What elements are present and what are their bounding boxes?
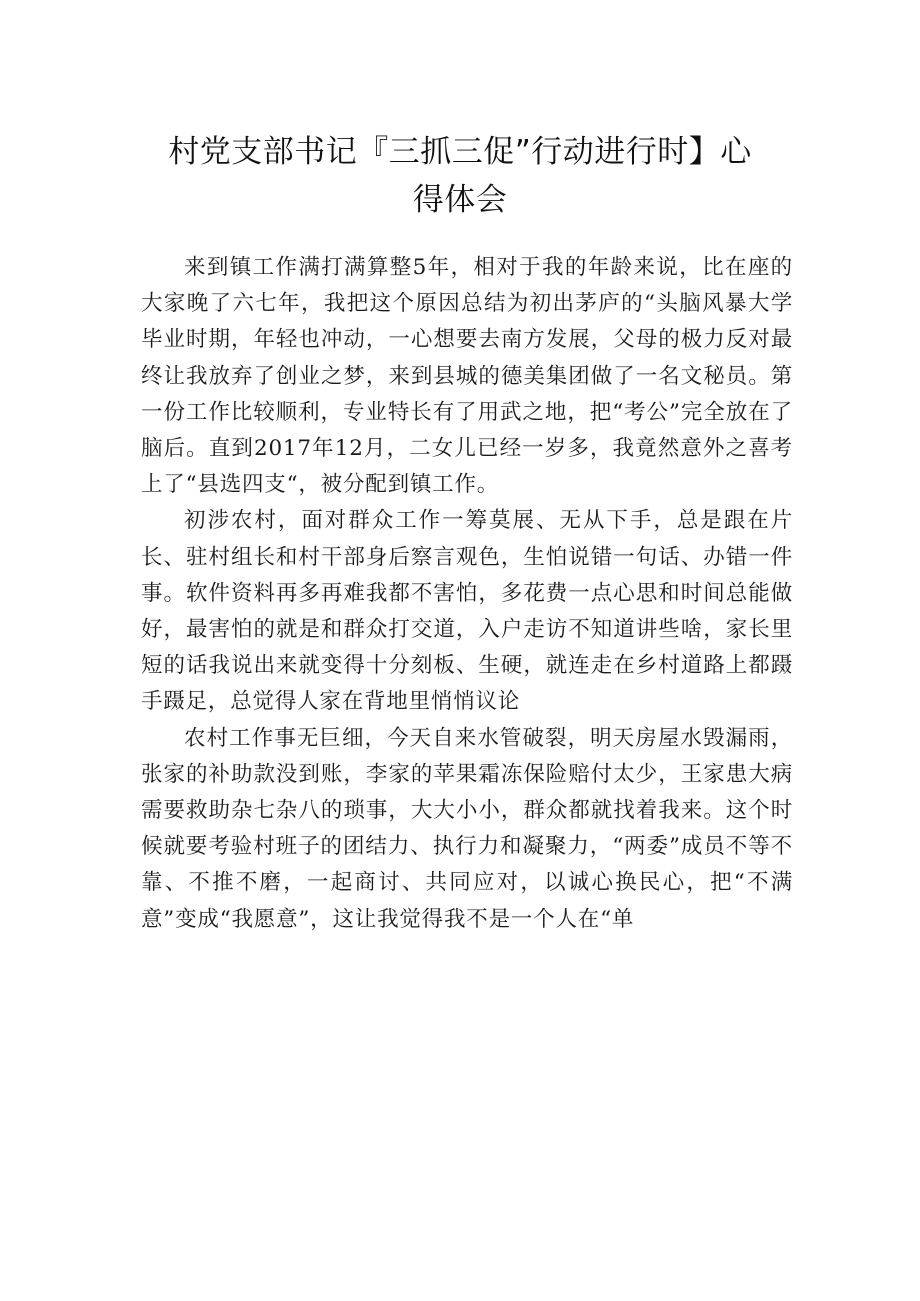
paragraph-2: 初涉农村，面对群众工作一筹莫展、无从下手，总是跟在片长、驻村组长和村干部身后察言观色，生怕说错一句话、办错一件事。软件资料再多再难我都不害怕，多花费一点心思和时间总能做好，最害怕的就是和群众打交道，入户走访不知道讲些啥，家长里短的话我说出来就变得十分刻板、生硬，就连走在乡村道路上都蹑手蹑足，总觉得人家在背地里悄悄议论 — [141, 508, 793, 715]
title-line-2: 得体会 — [412, 182, 508, 218]
document-title — [130, 128, 790, 224]
paragraph-3: 农村工作事无巨细，今天自来水管破裂，明天房屋水毁漏雨，张家的补助款没到账，李家的苹果霜冻保险赔付太少，王家患大病需要救助杂七杂八的琐事，大大小小，群众都就找着我来。这个时候就要考验村班子的团结力、执行力和凝聚力，“两委”成员不等不靠、不推不磨，一起商讨、共同应对，以诚心换民心，把“不满意”变成“我愿意”，这让我觉得我不是一个人在“单 — [141, 725, 793, 932]
title-line-1: 村党支部书记『三抓三促”行动进行时】心 — [168, 134, 752, 170]
document-body — [141, 250, 793, 938]
paragraph-1: 来到镇工作满打满算整5年，相对于我的年龄来说，比在座的大家晚了六七年，我把这个原因总结为初出茅庐的“头脑风暴大学毕业时期，年轻也冲动，一心想要去南方发展，父母的极力反对最终让我放弃了创业之梦，来到县城的德美集团做了一名文秘员。第一份工作比较顺利，专业特长有了用武之地，把“考公”完全放在了脑后。直到2017年12月，二女儿已经一岁多，我竟然意外之喜考上了“县选四支“，被分配到镇工作。 — [141, 255, 793, 498]
